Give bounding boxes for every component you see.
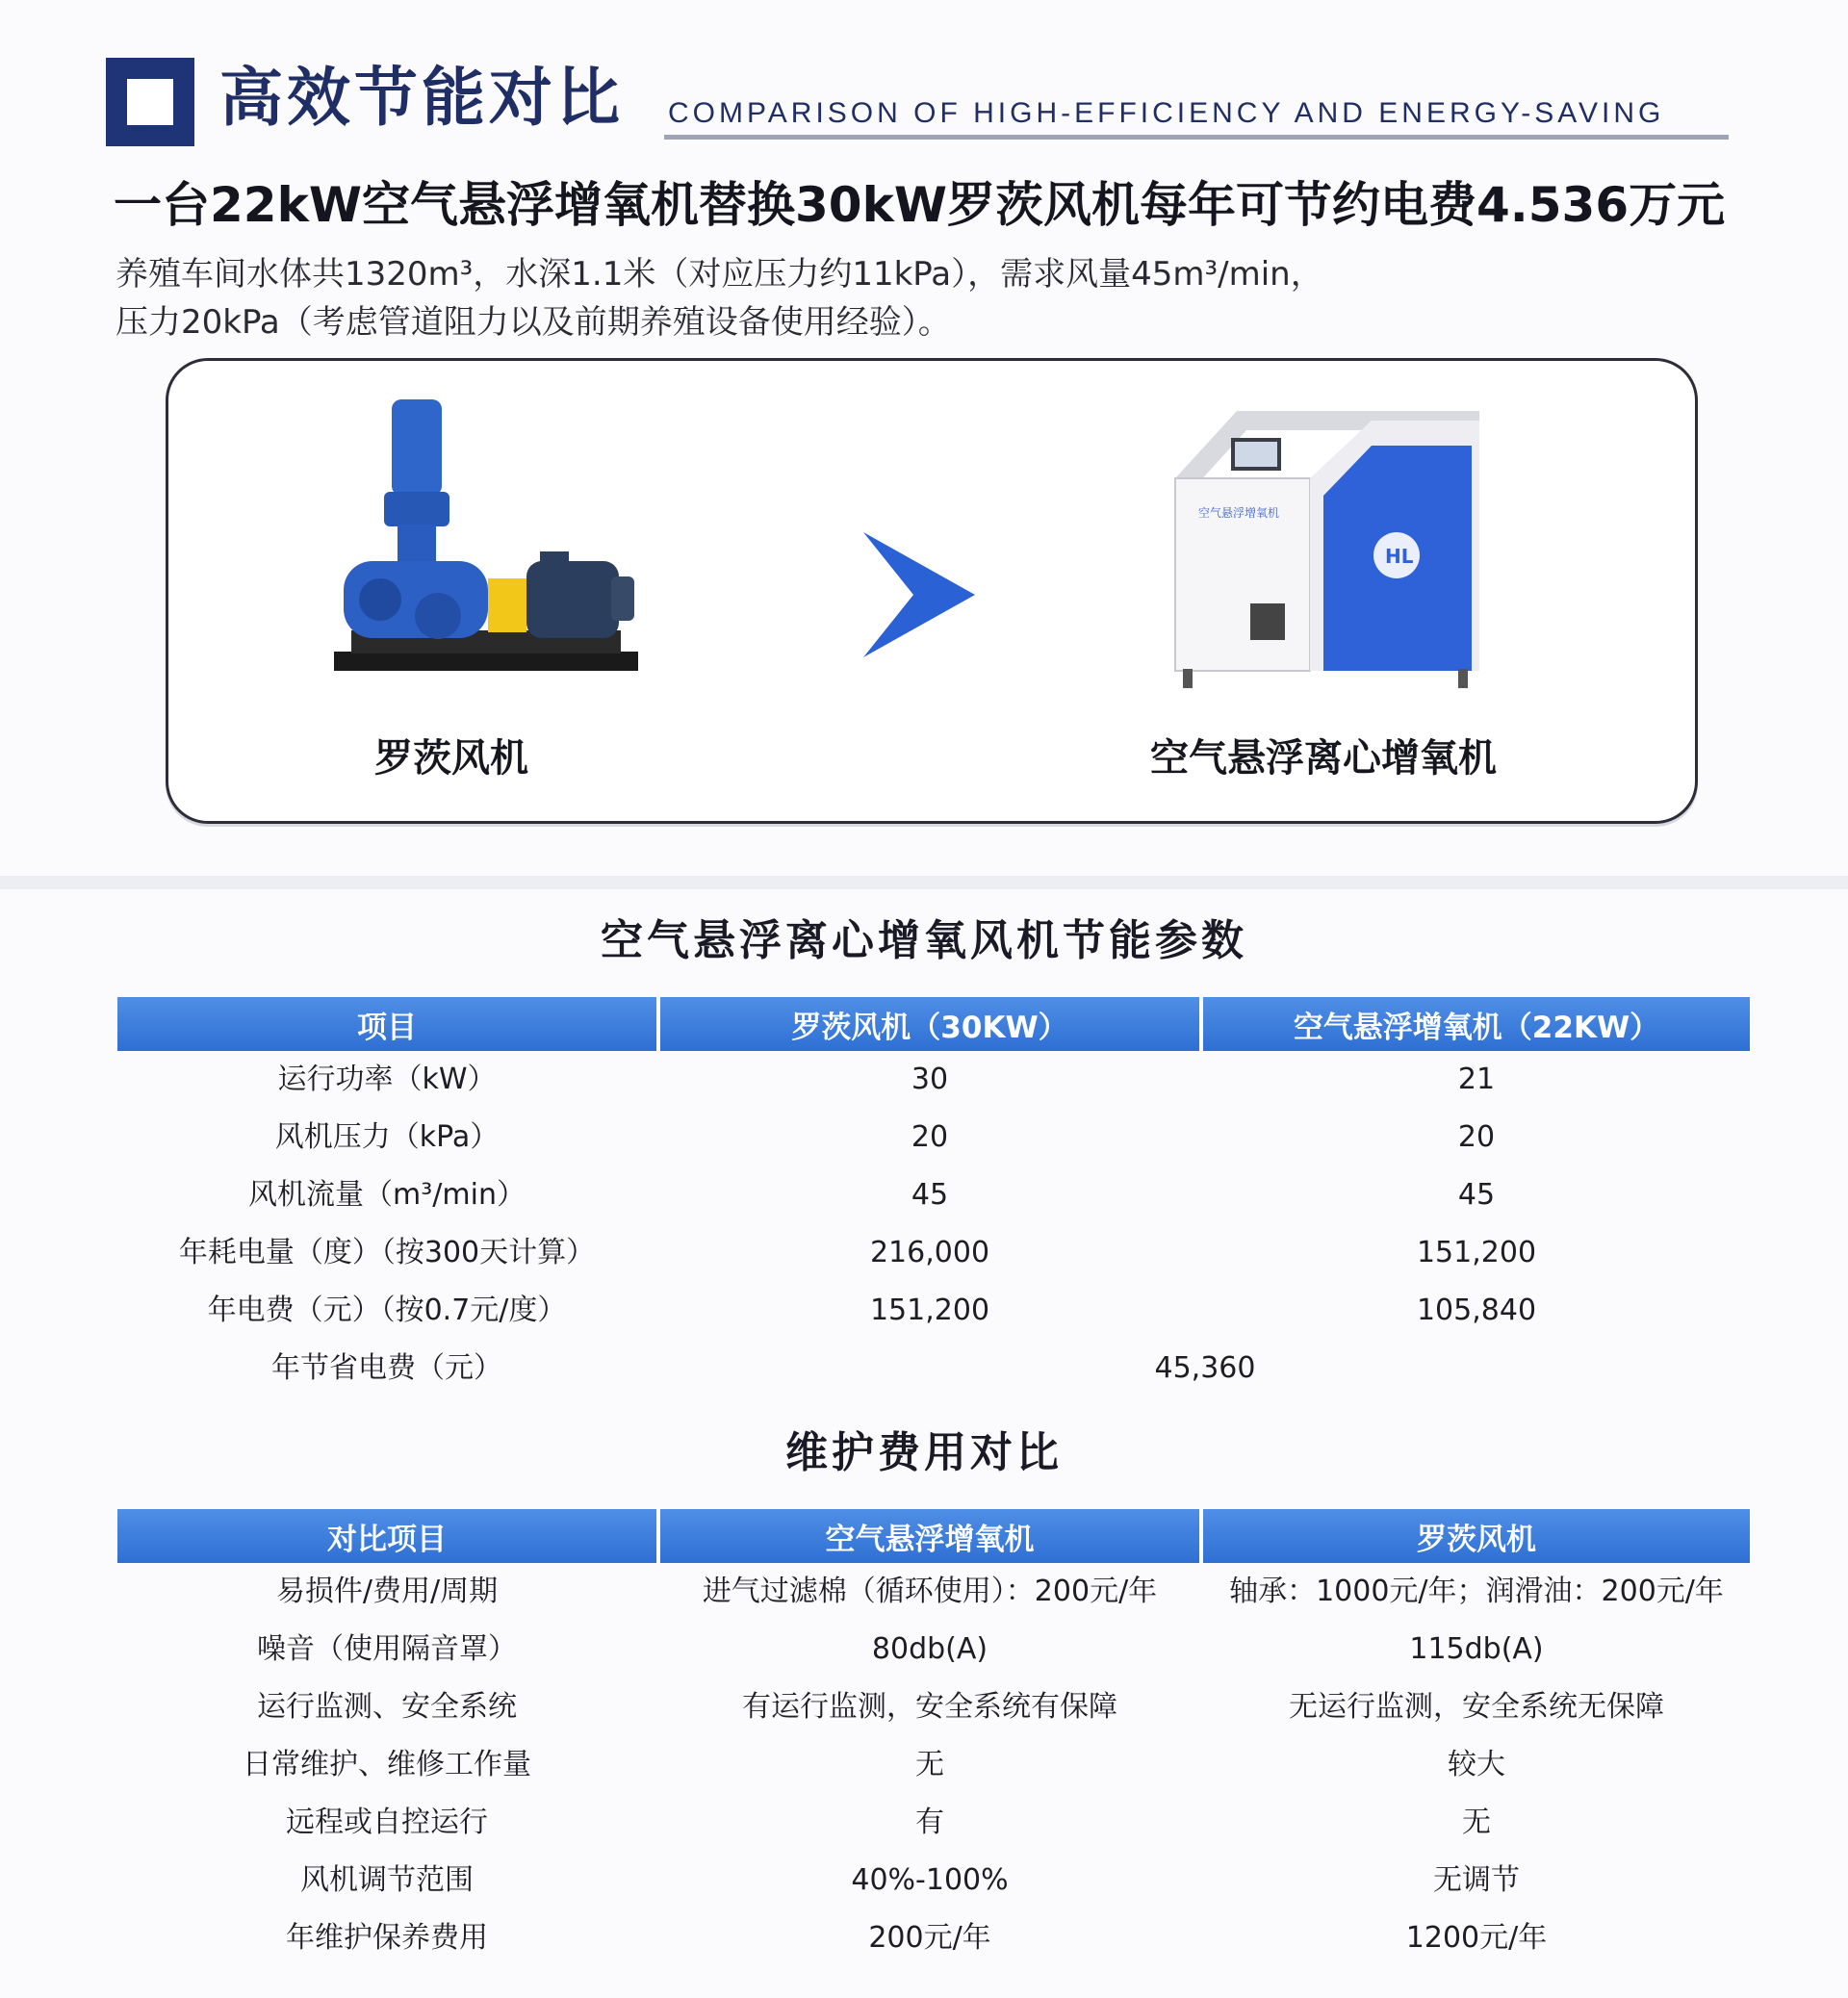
logo-text: HL — [1385, 545, 1414, 568]
air-value: 80db(A) — [871, 1632, 988, 1666]
maintenance-table-title: 维护费用对比 — [785, 1428, 1063, 1477]
air-value: 有 — [915, 1806, 944, 1839]
roots-value: 无调节 — [1433, 1863, 1520, 1897]
air-value: 无 — [915, 1748, 944, 1781]
air-suspension-blower-image — [1169, 411, 1487, 700]
energy-header-row — [117, 997, 1750, 1051]
air-value: 200元/年 — [868, 1921, 991, 1955]
table-row — [117, 1909, 1750, 1967]
row-label: 年耗电量（度）（按300天计算） — [178, 1236, 596, 1269]
energy-table — [114, 997, 1754, 1397]
row-label: 风机压力（kPa） — [274, 1120, 500, 1154]
roots-value: 无 — [1462, 1806, 1491, 1839]
row-label: 易损件/费用/周期 — [275, 1575, 499, 1608]
intro-line-1: 养殖车间水体共1320m³，水深1.1米（对应压力约11kPa），需求风量45m³/min， — [116, 255, 1323, 294]
roots-value: 轴承：1000元/年；润滑油：200元/年 — [1229, 1575, 1724, 1608]
air-suspension-blower-label: 空气悬浮离心增氧机 — [1150, 736, 1497, 781]
row-label: 运行功率（kW） — [277, 1063, 497, 1096]
header-rule — [664, 135, 1729, 140]
table-row — [117, 1282, 1750, 1340]
maintenance-header-item: 对比项目 — [117, 1509, 656, 1563]
row-label: 日常维护、维修工作量 — [243, 1748, 531, 1781]
maintenance-table — [114, 1509, 1754, 1967]
row-label: 风机调节范围 — [300, 1863, 474, 1897]
energy-header-item: 项目 — [117, 997, 656, 1051]
maintenance-header-roots: 罗茨风机 — [1203, 1509, 1750, 1563]
savings-value: 45,360 — [1154, 1351, 1256, 1385]
table-row — [117, 1563, 1750, 1621]
table-row — [117, 1736, 1750, 1794]
headline: 一台22kW空气悬浮增氧机替换30kW罗茨风机每年可节约电费4.536万元 — [114, 177, 1726, 233]
intro-text — [116, 250, 1752, 346]
row-label: 运行监测、安全系统 — [257, 1690, 517, 1724]
chevron-right-icon — [854, 532, 979, 657]
roots-blower-label: 罗茨风机 — [374, 736, 528, 781]
maintenance-header-air: 空气悬浮增氧机 — [660, 1509, 1199, 1563]
energy-header-air: 空气悬浮增氧机（22KW） — [1203, 997, 1750, 1051]
air-value: 151,200 — [1416, 1236, 1537, 1269]
row-label: 风机流量（m³/min） — [248, 1178, 526, 1212]
roots-value: 45 — [911, 1178, 949, 1212]
air-value: 105,840 — [1416, 1294, 1537, 1327]
table-row — [117, 1852, 1750, 1909]
row-label: 远程或自控运行 — [286, 1806, 488, 1839]
header-square-icon — [106, 58, 194, 146]
intro-line-2: 压力20kPa（考虑管道阻力以及前期养殖设备使用经验）。 — [116, 303, 951, 342]
table-row — [117, 1621, 1750, 1678]
roots-value: 216,000 — [869, 1236, 990, 1269]
air-value: 20 — [1457, 1120, 1496, 1154]
air-value: 进气过滤棉（循环使用）：200元/年 — [702, 1575, 1158, 1608]
section-divider — [0, 876, 1848, 889]
table-row — [117, 1051, 1750, 1109]
air-value: 有运行监测，安全系统有保障 — [742, 1690, 1117, 1724]
comparison-panel — [166, 358, 1698, 824]
roots-value: 无运行监测，安全系统无保障 — [1289, 1690, 1664, 1724]
roots-value: 151,200 — [869, 1294, 990, 1327]
roots-value: 115db(A) — [1409, 1632, 1544, 1666]
table-row — [117, 1166, 1750, 1224]
page-subtitle: COMPARISON OF HIGH-EFFICIENCY AND ENERGY-SAVING — [668, 97, 1665, 129]
roots-value: 30 — [911, 1063, 949, 1096]
table-row — [117, 1794, 1750, 1852]
page-title: 高效节能对比 — [219, 61, 624, 135]
roots-blower-image — [322, 399, 650, 707]
row-label: 年维护保养费用 — [286, 1921, 488, 1955]
panel-text: 空气悬浮增氧机 — [1198, 506, 1280, 520]
savings-label: 年节省电费（元） — [271, 1351, 502, 1385]
air-value: 40%-100% — [851, 1863, 1009, 1897]
table-row — [117, 1109, 1750, 1166]
table-row — [117, 1224, 1750, 1282]
table-row — [117, 1678, 1750, 1736]
energy-table-title: 空气悬浮离心增氧风机节能参数 — [601, 916, 1247, 965]
roots-value: 1200元/年 — [1405, 1921, 1548, 1955]
roots-value: 较大 — [1448, 1748, 1505, 1781]
row-label: 年电费（元）（按0.7元/度） — [207, 1294, 567, 1327]
row-label: 噪音（使用隔音罩） — [257, 1632, 517, 1666]
roots-value: 20 — [911, 1120, 949, 1154]
air-value: 21 — [1457, 1063, 1496, 1096]
savings-row — [117, 1340, 1750, 1397]
maintenance-header-row — [117, 1509, 1750, 1563]
air-value: 45 — [1457, 1178, 1496, 1212]
energy-header-roots: 罗茨风机（30KW） — [660, 997, 1199, 1051]
